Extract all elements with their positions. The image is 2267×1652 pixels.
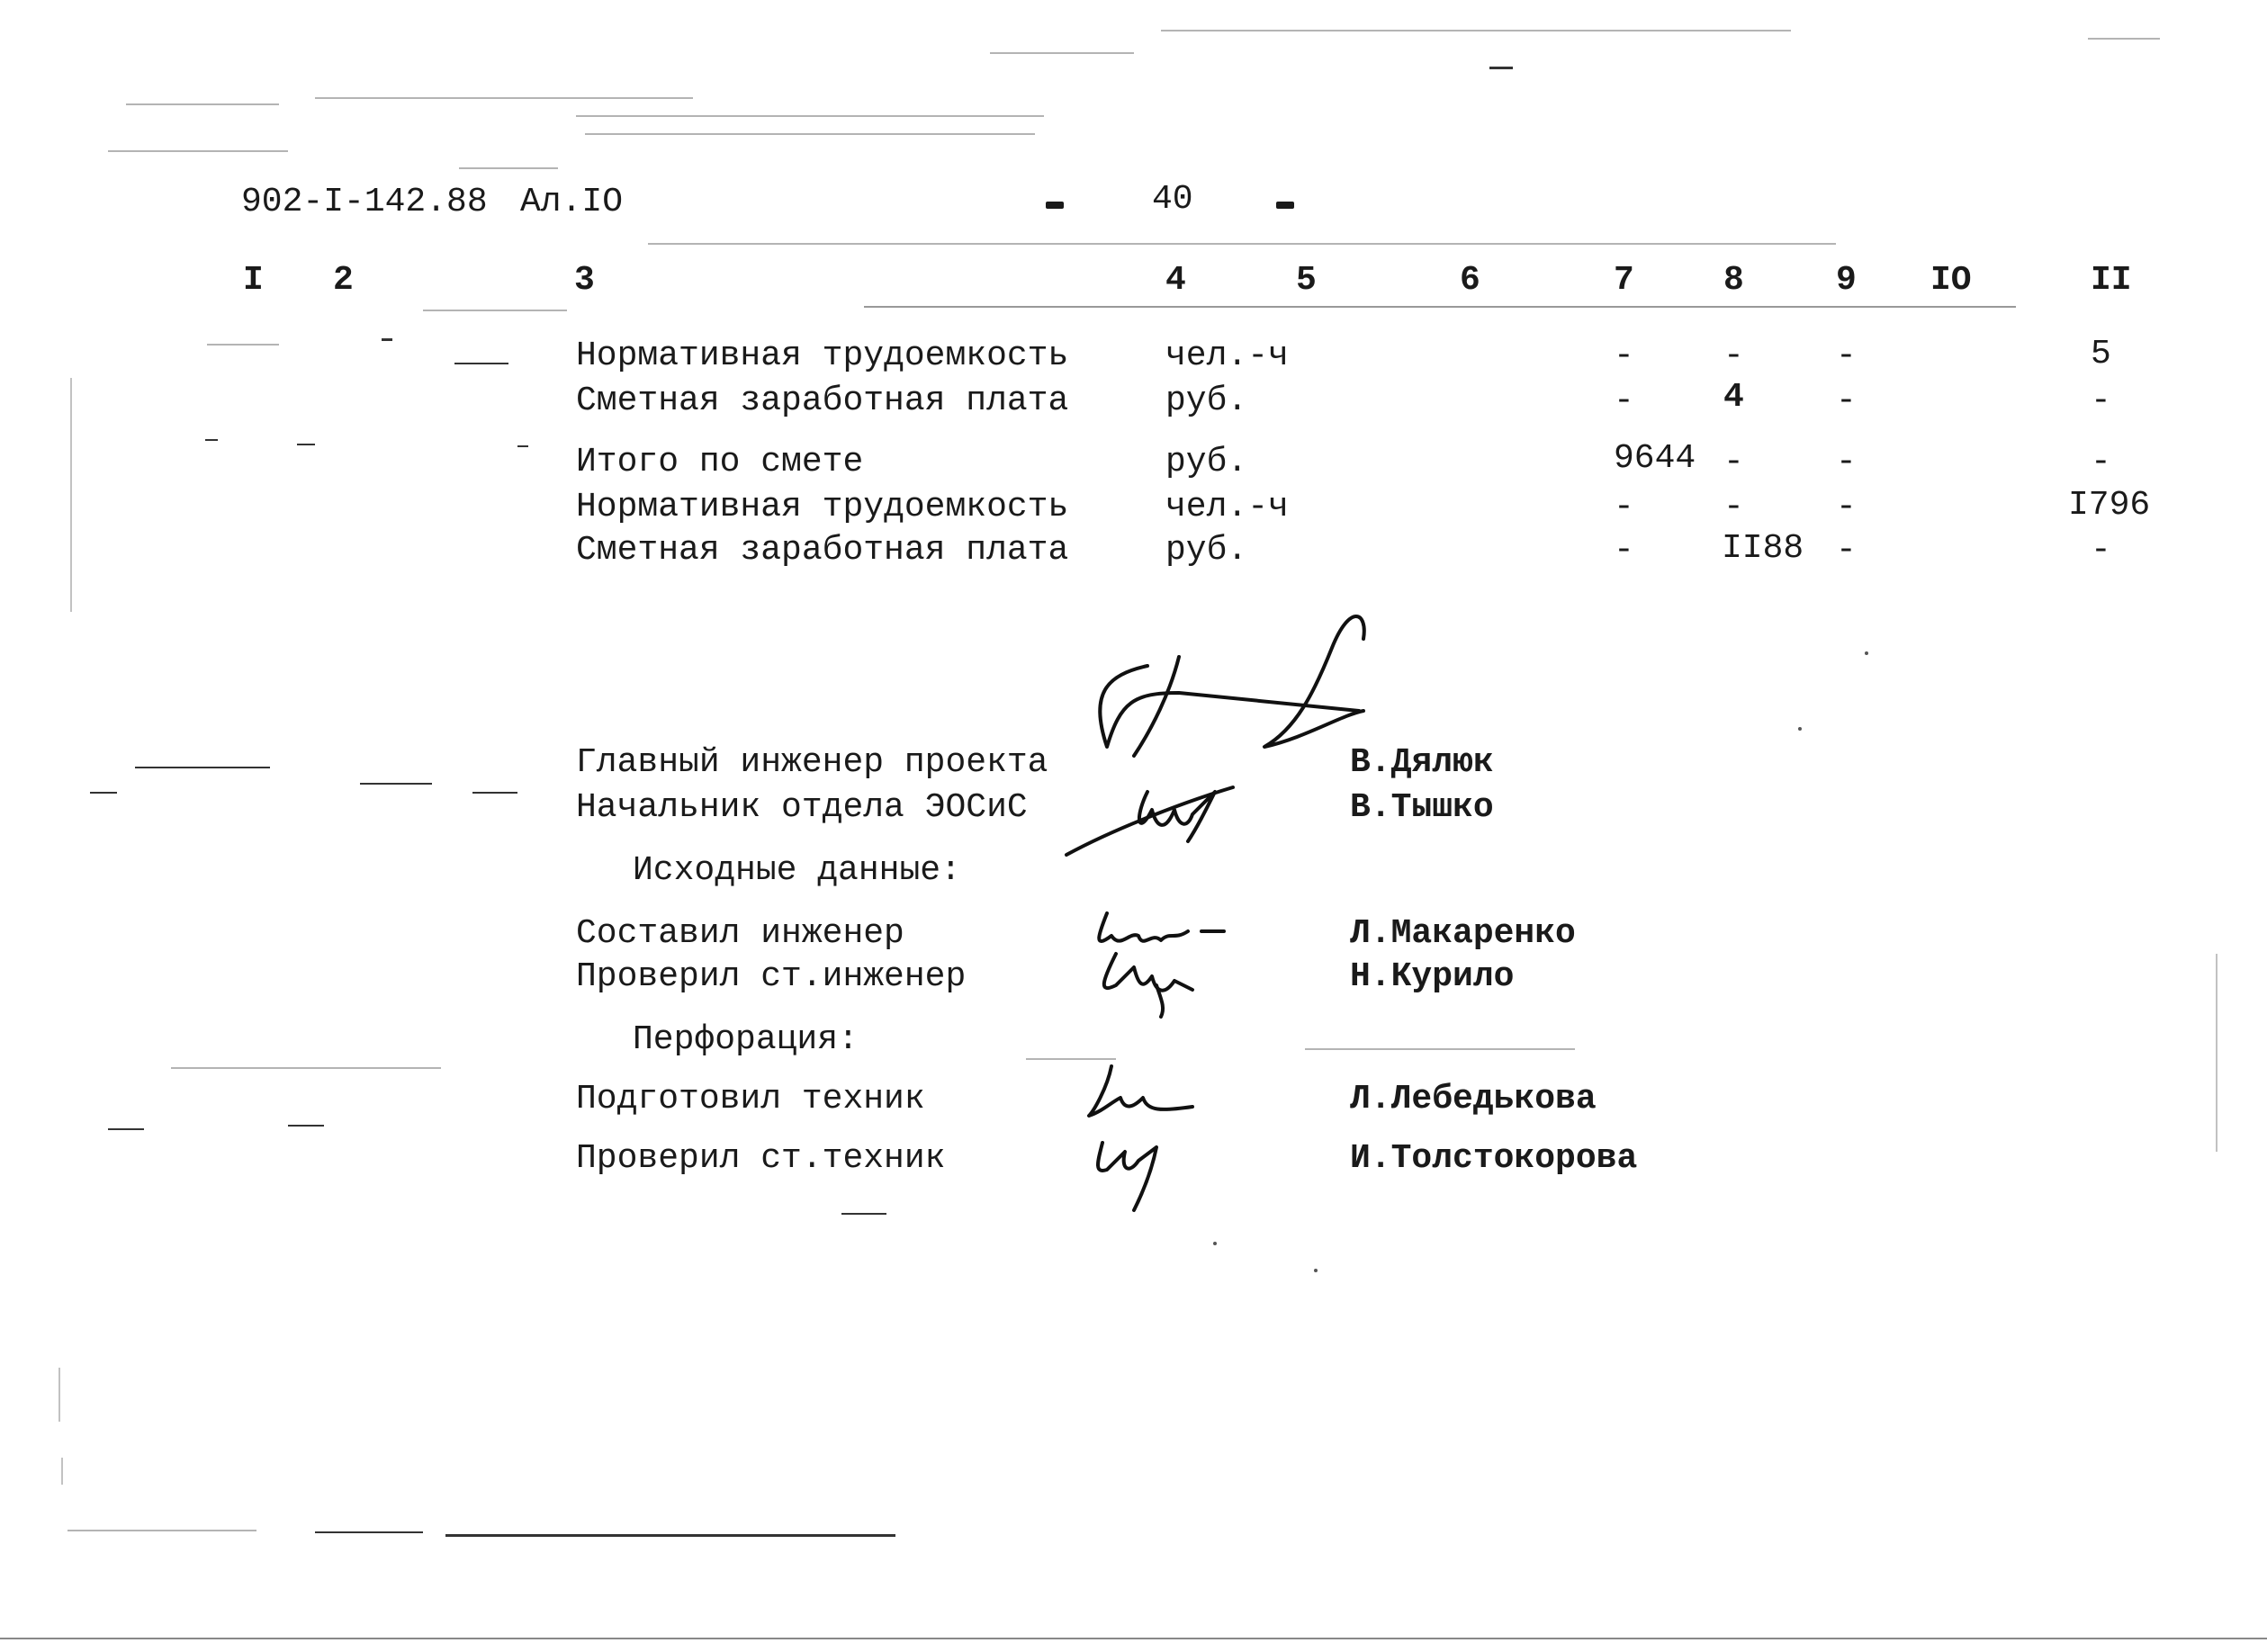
cell-col11: I796: [2068, 486, 2151, 525]
scan-noise: [454, 363, 508, 364]
scan-noise: [1161, 30, 1791, 31]
row-unit: чел.-ч: [1165, 488, 1289, 526]
row-name: Нормативная трудоемкость: [576, 337, 1069, 375]
scan-edge-mark: [58, 1368, 60, 1422]
dept-head-signature: [1062, 756, 1242, 864]
scan-noise: [648, 243, 1836, 245]
checked-engineer-role: Проверил ст.инженер: [576, 957, 967, 996]
header-dash-left: [1046, 202, 1064, 209]
perforation-heading: Перфорация:: [633, 1020, 859, 1059]
scan-noise: [990, 52, 1134, 54]
cell-col8: -: [1723, 443, 1744, 481]
scan-noise: [171, 1067, 441, 1069]
column-number: II: [2091, 261, 2132, 300]
column-number: 5: [1296, 261, 1317, 300]
scan-noise: [135, 767, 270, 768]
source-data-heading: Исходные данные:: [633, 851, 961, 890]
cell-col8: 4: [1723, 378, 1744, 417]
row-name: Итого по смете: [576, 443, 864, 481]
checked-tech-signature: [1089, 1125, 1179, 1215]
cell-col9: -: [1836, 531, 1857, 570]
scan-speck: [1314, 1269, 1318, 1272]
cell-col7: -: [1614, 337, 1634, 375]
column-number: 6: [1460, 261, 1480, 300]
scan-noise: [472, 792, 517, 794]
scan-noise: [315, 97, 693, 99]
checked-engineer-signature: [1093, 945, 1219, 1017]
row-unit: руб.: [1165, 382, 1248, 420]
scan-noise: [108, 150, 288, 152]
cell-col7: 9644: [1614, 439, 1696, 478]
cell-col9: -: [1836, 488, 1857, 526]
cell-col9: -: [1836, 382, 1857, 420]
scan-noise: [423, 310, 567, 311]
chief-engineer-person: В.Дялюк: [1350, 743, 1494, 782]
column-number: IO: [1930, 261, 1972, 300]
scan-edge-mark: [70, 378, 72, 612]
scan-noise: [1489, 67, 1513, 69]
scan-noise: [90, 792, 117, 794]
header-dash-right: [1276, 202, 1294, 209]
page-number: 40: [1152, 180, 1193, 219]
scan-noise: [1305, 1048, 1575, 1050]
page-bottom-edge: [0, 1638, 2267, 1639]
checked-engineer-person: Н.Курило: [1350, 957, 1515, 996]
row-name: Нормативная трудоемкость: [576, 488, 1069, 526]
scan-noise: [297, 444, 315, 445]
cell-col8: -: [1723, 488, 1744, 526]
checked-tech-person: И.Толстокорова: [1350, 1139, 1638, 1178]
scan-noise: [205, 439, 218, 441]
column-number: 7: [1614, 261, 1634, 300]
scan-speck: [1798, 727, 1802, 731]
scan-noise: [126, 103, 279, 105]
scan-noise: [585, 133, 1035, 135]
column-number: 2: [333, 261, 354, 300]
scan-noise: [207, 344, 279, 346]
cell-col8: -: [1723, 337, 1744, 375]
column-number: 3: [574, 261, 595, 300]
scan-noise: [382, 338, 392, 341]
chief-engineer-role: Главный инженер проекта: [576, 743, 1048, 782]
cell-col11: -: [2091, 531, 2111, 570]
cell-col7: -: [1614, 531, 1634, 570]
scan-noise: [108, 1128, 144, 1130]
prepared-person: Л.Лебедькова: [1350, 1080, 1597, 1118]
column-number: I: [243, 261, 264, 300]
cell-col7: -: [1614, 488, 1634, 526]
cell-col8: II88: [1722, 529, 1804, 568]
scan-noise: [445, 1534, 895, 1537]
scan-noise: [2088, 38, 2160, 40]
compiled-person: Л.Макаренко: [1350, 914, 1576, 953]
prepared-signature: [1084, 1062, 1201, 1129]
scan-speck: [1865, 651, 1868, 655]
scan-noise: [360, 783, 432, 785]
scan-noise: [315, 1531, 423, 1533]
cell-col9: -: [1836, 443, 1857, 481]
column-number: 9: [1836, 261, 1857, 300]
prepared-role: Подготовил техник: [576, 1080, 925, 1118]
cell-col11: 5: [2091, 335, 2111, 373]
scan-noise: [288, 1125, 324, 1127]
dept-head-role: Начальник отдела ЭОСиС: [576, 788, 1028, 827]
scan-noise: [1026, 1058, 1116, 1060]
scan-noise: [517, 445, 528, 447]
cell-col11: -: [2091, 443, 2111, 481]
row-unit: руб.: [1165, 531, 1248, 570]
row-unit: руб.: [1165, 443, 1248, 481]
cell-col7: -: [1614, 382, 1634, 420]
cell-col9: -: [1836, 337, 1857, 375]
column-number: 4: [1165, 261, 1186, 300]
checked-tech-role: Проверил ст.техник: [576, 1139, 946, 1178]
scan-edge-mark: [2216, 954, 2218, 1152]
compiled-role: Составил инженер: [576, 914, 904, 953]
scan-noise: [576, 115, 1044, 117]
row-unit: чел.-ч: [1165, 337, 1289, 375]
column-number: 8: [1723, 261, 1744, 300]
scan-edge-mark: [61, 1458, 63, 1485]
scan-speck: [1213, 1242, 1217, 1245]
row-name: Сметная заработная плата: [576, 382, 1069, 420]
header-rule: [864, 306, 2016, 308]
scan-noise: [459, 167, 558, 169]
album-number: Ал.IO: [520, 183, 624, 221]
row-name: Сметная заработная плата: [576, 531, 1069, 570]
cell-col11: -: [2091, 382, 2111, 420]
document-code: 902-I-142.88: [241, 183, 488, 221]
dept-head-person: В.Тышко: [1350, 788, 1494, 827]
scan-noise: [841, 1213, 886, 1215]
scan-noise: [67, 1530, 256, 1531]
